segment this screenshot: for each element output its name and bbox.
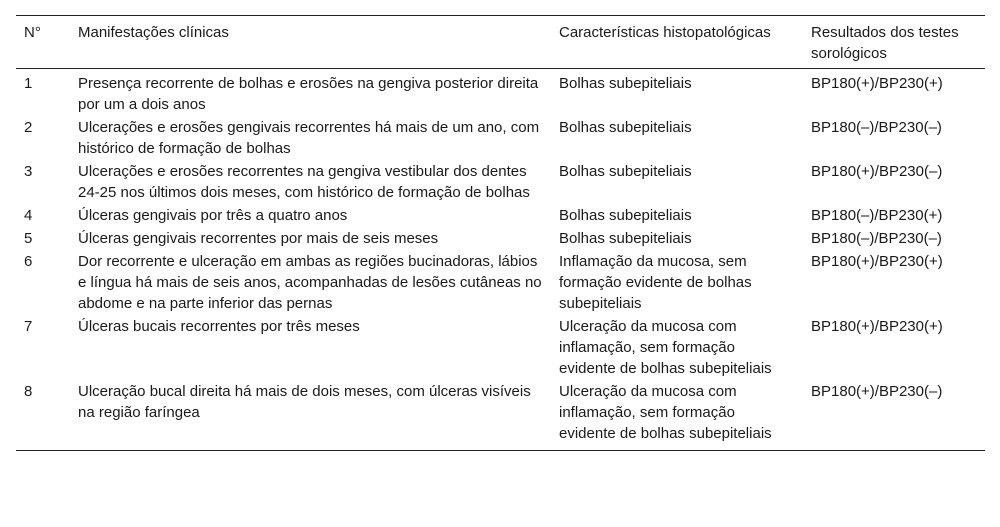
table-row (16, 204, 985, 227)
case-number: 8 (24, 383, 33, 400)
histopathology-cell: Bolhas subepiteliais (559, 119, 692, 136)
case-number: 4 (24, 207, 33, 224)
table-header (16, 16, 985, 69)
histopathology-cell: Ulceração da mucosa com inflamação, sem formação evidente de bolhas subepiteliais (559, 383, 772, 442)
case-number: 3 (24, 163, 33, 180)
clinical-manifestation-cell: Ulceração bucal direita há mais de dois meses, com úlceras visíveis na região faríngea (78, 383, 531, 421)
header-row (16, 16, 985, 69)
case-number: 6 (24, 253, 33, 270)
clinical-manifestation-cell: Úlceras gengivais recorrentes por mais de seis meses (78, 230, 439, 247)
case-number: 2 (24, 119, 33, 136)
table-row (16, 116, 985, 160)
serology-cell: BP180(–)/BP230(–) (811, 119, 942, 136)
clinical-manifestation-cell: Ulcerações e erosões gengivais recorrentes há mais de um ano, com histórico de formação de bolhas (78, 119, 540, 157)
serology-cell: BP180(+)/BP230(–) (811, 383, 943, 400)
clinical-table-container (16, 15, 985, 451)
case-number: 5 (24, 230, 33, 247)
clinical-cases-table (16, 15, 985, 451)
header-serology: Resultados dos testes sorológicos (811, 24, 959, 62)
clinical-manifestation-cell: Presença recorrente de bolhas e erosões na gengiva posterior direita por um a dois anos (78, 75, 539, 113)
clinical-manifestation-cell: Úlceras bucais recorrentes por três meses (78, 318, 360, 335)
clinical-manifestation-cell: Úlceras gengivais por três a quatro anos (78, 207, 348, 224)
serology-cell: BP180(+)/BP230(+) (811, 318, 943, 335)
table-row (16, 69, 985, 117)
histopathology-cell: Bolhas subepiteliais (559, 75, 692, 92)
serology-cell: BP180(+)/BP230(+) (811, 75, 943, 92)
case-number: 7 (24, 318, 33, 335)
histopathology-cell: Inflamação da mucosa, sem formação evidente de bolhas subepiteliais (559, 253, 752, 312)
histopathology-cell: Ulceração da mucosa com inflamação, sem formação evidente de bolhas subepiteliais (559, 318, 772, 377)
clinical-manifestation-cell: Ulcerações e erosões recorrentes na gengiva vestibular dos dentes 24-25 nos últimos dois meses, com histórico de formação de bolhas (78, 163, 530, 201)
header-clinical-manifestations: Manifestações clínicas (78, 24, 229, 41)
table-row (16, 315, 985, 380)
histopathology-cell: Bolhas subepiteliais (559, 163, 692, 180)
table-row (16, 250, 985, 315)
table-row (16, 380, 985, 451)
clinical-manifestation-cell: Dor recorrente e ulceração em ambas as regiões bucinadoras, lábios e língua há mais de seis anos, acompanhadas de lesões cutâneas no abdome e na parte inferior das pernas (78, 253, 542, 312)
table-row (16, 160, 985, 204)
serology-cell: BP180(–)/BP230(–) (811, 230, 942, 247)
serology-cell: BP180(+)/BP230(–) (811, 163, 943, 180)
table-row (16, 227, 985, 250)
case-number: 1 (24, 75, 33, 92)
serology-cell: BP180(–)/BP230(+) (811, 207, 943, 224)
histopathology-cell: Bolhas subepiteliais (559, 230, 692, 247)
serology-cell: BP180(+)/BP230(+) (811, 253, 943, 270)
table-body (16, 69, 985, 451)
header-number: N° (24, 24, 41, 41)
header-histopathology: Características histopatológicas (559, 24, 771, 41)
histopathology-cell: Bolhas subepiteliais (559, 207, 692, 224)
